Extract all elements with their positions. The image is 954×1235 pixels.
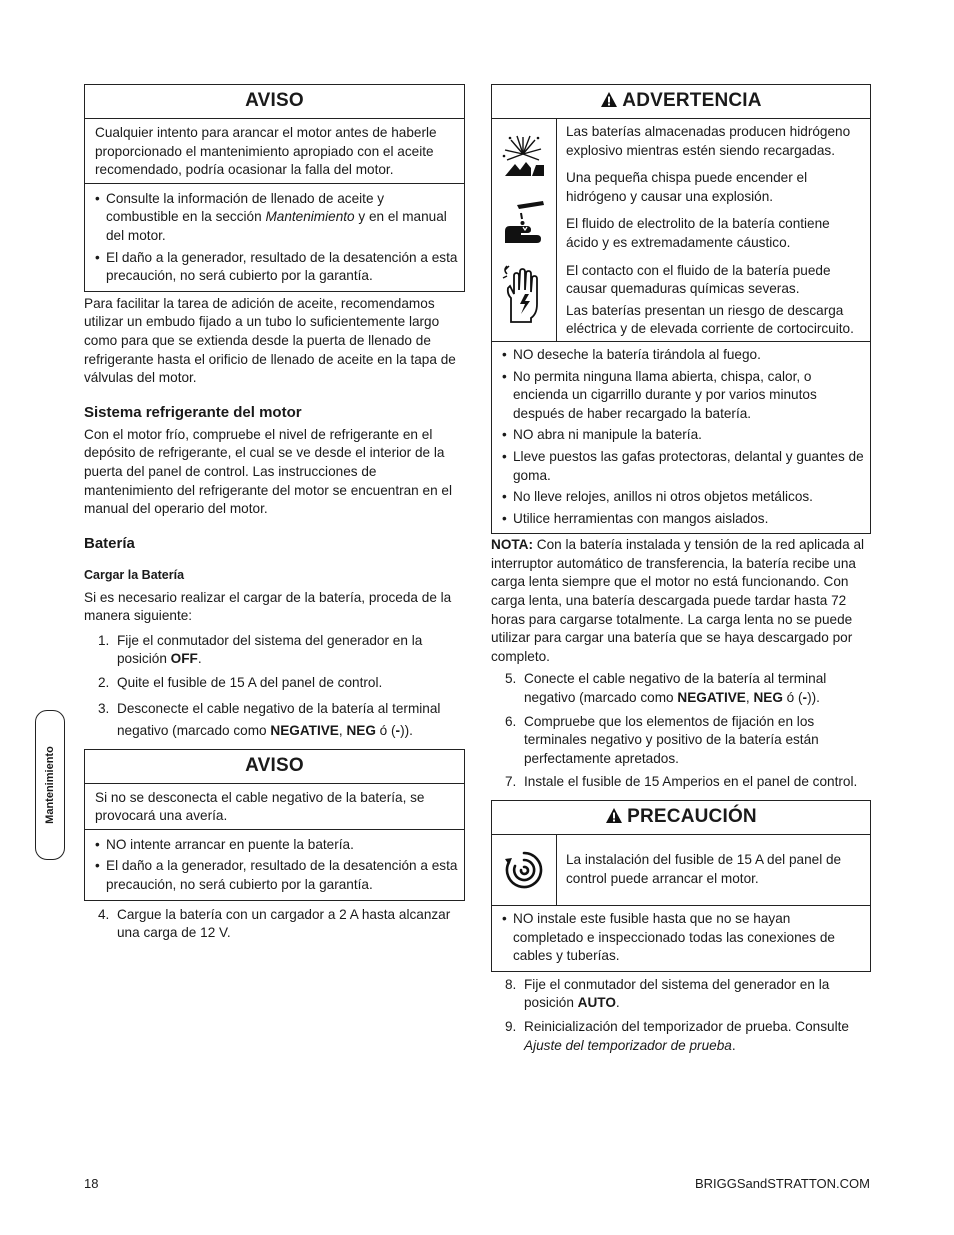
hazard-icons [492,119,557,341]
warning-triangle-icon [600,91,618,108]
aviso-intro: Si no se desconecta el cable negativo de la batería, se provocará una avería. [85,784,464,830]
steps-list-2 [84,906,465,943]
charge-paragraph: Si es necesario realizar el cargar de la batería, proceda de la manera siguiente: [84,589,452,624]
hazard-texts [557,119,870,341]
right-column [491,84,871,1060]
advertencia-bullet: • NO abra ni manipule la batería. [502,426,864,445]
aviso-bullet: • El daño a la generador, resultado de la desatención a esta precaución, no será cubierto por la garantía. [95,857,458,894]
aviso-bullets [85,830,464,900]
hazard-text: El fluido de electrolito de la batería contiene ácido y es extremadamente cáustico. [566,216,830,250]
nota-paragraph: NOTA: Con la batería instalada y tensión de la red aplicada al interruptor automático de transferencia, la batería recibe una carga lenta siempre que el motor no está funcionando. Con carga lenta, una batería descargada puede tardar hasta 72 horas para cargarse totalmente. La carga lenta no se puede utilizar para cargar una batería que se haya descargado por completo. [491,537,865,664]
section-tab [35,710,65,860]
battery-heading: Batería [84,534,135,552]
advertencia-bullets [492,342,870,533]
step-4: 4. Cargue la batería con un cargador a 2 A hasta alcanzar una carga de 12 V. [98,906,451,941]
aviso-bullet: • El daño a la generador, resultado de la desatención a esta precaución, no será cubierto por la garantía. [95,249,458,286]
hazard-text: Las baterías presentan un riesgo de descarga eléctrica y de elevada corriente de cortocircuito. [566,302,854,337]
step-8: 8. Fije el conmutador del sistema del generador en la posición AUTO. [505,976,830,1011]
advertencia-title: ADVERTENCIA [492,85,870,119]
automatic-start-icon [503,849,545,891]
section-tab-label: Mantenimiento [44,746,56,824]
advertencia-box [491,84,871,534]
charge-heading: Cargar la Batería [84,567,185,582]
precaucion-bullet: • NO instale este fusible hasta que no se hayan completado e inspeccionado todas las conexiones de cables y tuberías. [502,910,864,966]
electric-shock-hand-icon [501,264,547,326]
left-column [84,84,465,948]
precaucion-bullets [492,906,870,971]
step-7: 7. Instale el fusible de 15 Amperios en el panel de control. [505,774,858,790]
cooling-heading: Sistema refrigerante del motor [84,403,302,421]
aviso-box-oil [84,84,465,292]
footer-site: BRIGGSandSTRATTON.COM [694,1176,870,1191]
advertencia-bullet: • Lleve puestos las gafas protectoras, delantal y guantes de goma. [502,448,864,485]
warning-triangle-icon [605,807,623,824]
explosion-icon [501,134,547,180]
aviso-bullet: • NO intente arrancar en puente la batería. [95,836,458,855]
cooling-paragraph: Con el motor frío, compruebe el nivel de refrigerante en el depósito de refrigerante, el cual se ve desde el interior de la puerta del panel de control. Las instrucciones de mantenimiento del refrigerante del motor se encuentran en el manual del operario del motor. [84,426,453,517]
advertencia-hazards [492,119,870,342]
aviso-title: AVISO [85,750,464,784]
aviso-box-battery [84,749,465,901]
corrosive-acid-icon [501,199,547,245]
hazard-text: Una pequeña chispa puede encender el hidrógeno y causar una explosión. [566,170,808,204]
step-2: 2. Quite el fusible de 15 A del panel de control. [98,675,383,691]
oil-paragraph: Para facilitar la tarea de adición de aceite, recomendamos utilizar un embudo fijado a un tubo lo suficientemente largo como para que se extienda desde la puerta de llenado de refrigerante hasta el orificio de llenado de aceite en la tapa de válvulas del motor. [84,295,456,386]
precaucion-hazard [492,835,870,906]
precaucion-title: PRECAUCIÓN [492,801,870,835]
precaucion-box [491,800,871,972]
aviso-bullets [85,184,464,291]
step-1: 1. Fije el conmutador del sistema del generador en la posición OFF. [98,632,423,667]
steps-list-3 [491,670,871,792]
step-9: 9. Reinicialización del temporizador de prueba. Consulte Ajuste del temporizador de prueba. [505,1018,849,1053]
advertencia-bullet: • No lleve relojes, anillos ni otros objetos metálicos. [502,488,864,507]
advertencia-bullet: • Utilice herramientas con mangos aislados. [502,510,864,529]
aviso-bullet: • Consulte la información de llenado de aceite y combustible en la sección Mantenimiento y en el manual del motor. [95,190,458,246]
hazard-text: Las baterías almacenadas producen hidrógeno explosivo mientras estén siendo recargadas. [566,124,851,158]
step-6: 6. Compruebe que los elementos de fijación en los terminales negativo y positivo de la batería están perfectamente apretados. [505,713,819,766]
hazard-icons [492,835,557,905]
step-3: 3. Desconecte el cable negativo de la batería al terminal negativo (marcado como NEGATIVE, NEG ó (-)). [98,700,441,738]
advertencia-bullet: • NO deseche la batería tirándola al fuego. [502,346,864,365]
page-number: 18 [84,1176,99,1191]
steps-list-1 [84,632,465,742]
hazard-text: La instalación del fusible de 15 A del panel de control puede arrancar el motor. [566,852,842,886]
steps-list-4 [491,976,871,1055]
aviso-title: AVISO [85,85,464,119]
hazard-texts [557,835,870,905]
aviso-intro: Cualquier intento para arancar el motor antes de haberle proporcionado el mantenimiento apropiado con el aceite recomendado, podría ocasionar la falla del motor. [85,119,464,184]
advertencia-bullet: • No permita ninguna llama abierta, chispa, calor, o encienda un cigarrillo durante y por varios minutos después de haber recargado la batería. [502,368,864,424]
step-5: 5. Conecte el cable negativo de la batería al terminal negativo (marcado como NEGATIVE, NEG ó (-)). [505,671,827,706]
hazard-text: El contacto con el fluido de la batería puede causar quemaduras químicas severas. [566,262,831,297]
